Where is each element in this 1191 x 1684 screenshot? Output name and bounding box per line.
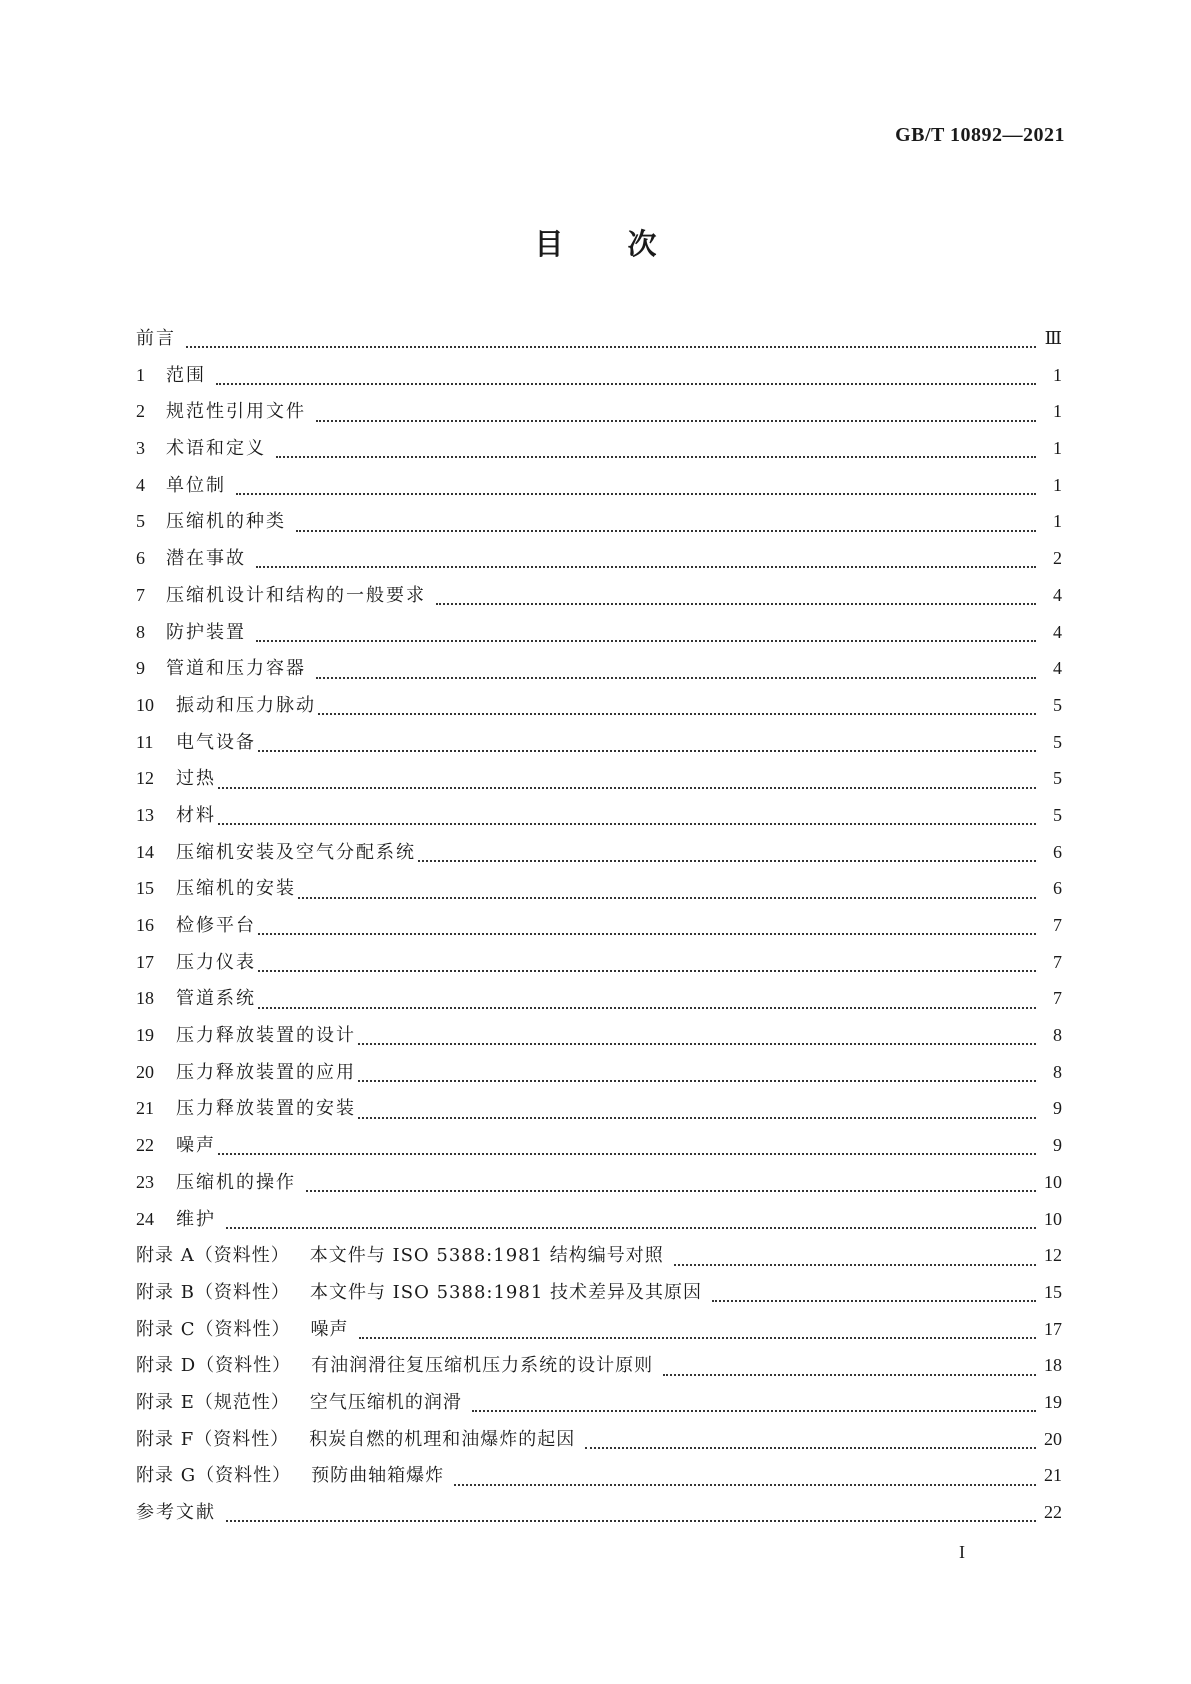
appendix-label: 附录 B（资料性） — [136, 1281, 290, 1303]
toc-entry-8[interactable] — [136, 618, 1062, 655]
dot-leader — [663, 1366, 1036, 1376]
dot-leader — [226, 1219, 1036, 1229]
toc-entry-14[interactable] — [136, 838, 1062, 875]
toc-entry-title: 压力释放装置的应用 — [176, 1061, 356, 1083]
toc-entry-number: 9 — [136, 658, 145, 679]
toc-entry-page: 8 — [1053, 1025, 1062, 1046]
dot-leader — [472, 1402, 1036, 1412]
toc-entry-title: 压缩机安装及空气分配系统 — [176, 841, 416, 863]
dot-leader — [296, 522, 1036, 532]
dot-leader — [436, 595, 1036, 605]
toc-entry-number: 12 — [136, 768, 154, 789]
toc-entry-page: 4 — [1053, 621, 1062, 642]
toc-heading — [0, 226, 1191, 262]
toc-entry-references[interactable] — [136, 1498, 1062, 1535]
toc-entry-page: 20 — [1044, 1428, 1062, 1449]
toc-entry-title: 压缩机的操作 — [176, 1171, 296, 1193]
toc-entry-title: 有油润滑往复压缩机压力系统的设计原则 — [311, 1355, 654, 1377]
toc-entry-page: 22 — [1044, 1502, 1062, 1522]
toc-entry-6[interactable] — [136, 544, 1062, 581]
toc-entry-title: 压缩机设计和结构的一般要求 — [166, 584, 426, 606]
dot-leader — [218, 779, 1036, 789]
toc-entry-title: 本文件与 ISO 5388:1981 结构编号对照 — [309, 1245, 664, 1267]
toc-entry-page: 15 — [1044, 1281, 1062, 1302]
toc-entry-22[interactable] — [136, 1131, 1062, 1168]
dot-leader — [258, 962, 1036, 972]
toc-entry-page: 10 — [1044, 1171, 1062, 1192]
toc-entry-title: 单位制 — [166, 474, 226, 496]
toc-entry-7[interactable] — [136, 581, 1062, 618]
toc-heading-second: 次 — [627, 227, 657, 261]
toc-entry-1[interactable] — [136, 361, 1062, 398]
table-of-contents — [136, 324, 1062, 1535]
toc-entry-title: 本文件与 ISO 5388:1981 技术差异及其原因 — [309, 1281, 702, 1303]
toc-entry-number: 18 — [136, 988, 154, 1009]
toc-entry-page: 8 — [1053, 1061, 1062, 1082]
toc-entry-title: 术语和定义 — [166, 438, 266, 460]
dot-leader — [358, 1109, 1036, 1119]
toc-entry-title: 材料 — [176, 804, 216, 826]
toc-entry-page: 5 — [1053, 804, 1062, 825]
page-number: I — [959, 1542, 965, 1562]
toc-entry-number: 6 — [136, 548, 145, 569]
toc-entry-page: 4 — [1053, 584, 1062, 605]
toc-entry-appendix-a[interactable] — [136, 1241, 1062, 1278]
dot-leader — [298, 889, 1036, 899]
toc-entry-title: 噪声 — [176, 1135, 216, 1157]
dot-leader — [258, 742, 1036, 752]
toc-entry-page: 2 — [1053, 548, 1062, 569]
toc-entry-title: 预防曲轴箱爆炸 — [311, 1465, 445, 1487]
toc-entry-page: 4 — [1053, 658, 1062, 679]
toc-entry-title: 防护装置 — [166, 621, 246, 643]
toc-entry-title: 电气设备 — [176, 731, 256, 753]
toc-entry-appendix-c[interactable] — [136, 1315, 1062, 1352]
toc-entry-19[interactable] — [136, 1021, 1062, 1058]
toc-entry-number: 20 — [136, 1061, 154, 1082]
toc-entry-9[interactable] — [136, 654, 1062, 691]
toc-entry-page: 17 — [1044, 1318, 1062, 1339]
toc-entry-12[interactable] — [136, 764, 1062, 801]
toc-entry-13[interactable] — [136, 801, 1062, 838]
toc-entry-number: 21 — [136, 1098, 154, 1119]
dot-leader — [454, 1476, 1036, 1486]
toc-entry-number: 23 — [136, 1171, 154, 1192]
toc-entry-page: 21 — [1044, 1465, 1062, 1486]
toc-entry-number: 22 — [136, 1135, 154, 1156]
dot-leader — [306, 1182, 1036, 1192]
toc-entry-number: 19 — [136, 1025, 154, 1046]
appendix-label: 附录 A（资料性） — [136, 1245, 290, 1267]
toc-entry-3[interactable] — [136, 434, 1062, 471]
toc-entry-number: 24 — [136, 1208, 154, 1229]
dot-leader — [256, 558, 1036, 568]
toc-entry-15[interactable] — [136, 874, 1062, 911]
toc-entry-23[interactable] — [136, 1168, 1062, 1205]
toc-entry-title: 规范性引用文件 — [166, 401, 306, 423]
toc-entry-number: 1 — [136, 364, 145, 385]
toc-entry-title: 管道系统 — [176, 988, 256, 1010]
toc-entry-title: 空气压缩机的润滑 — [309, 1391, 462, 1413]
toc-heading-first: 目 — [534, 227, 564, 261]
toc-entry-title: 压力释放装置的设计 — [176, 1025, 356, 1047]
toc-entry-appendix-f[interactable] — [136, 1425, 1062, 1462]
toc-entry-title: 压缩机的种类 — [166, 511, 286, 533]
dot-leader — [256, 632, 1036, 642]
dot-leader — [218, 1145, 1036, 1155]
toc-entry-17[interactable] — [136, 948, 1062, 985]
toc-entry-page: 5 — [1053, 694, 1062, 715]
dot-leader — [316, 412, 1036, 422]
toc-entry-page: 1 — [1053, 401, 1062, 422]
toc-entry-20[interactable] — [136, 1058, 1062, 1095]
toc-entry-page: 1 — [1053, 474, 1062, 495]
toc-entry-number: 14 — [136, 841, 154, 862]
standard-number: GB/T 10892—2021 — [895, 124, 1065, 146]
toc-entry-title: 前言 — [136, 328, 176, 349]
toc-entry-24[interactable] — [136, 1205, 1062, 1242]
dot-leader — [218, 815, 1036, 825]
toc-entry-title: 潜在事故 — [166, 548, 246, 570]
dot-leader — [358, 1072, 1036, 1082]
dot-leader — [318, 705, 1036, 715]
toc-entry-10[interactable] — [136, 691, 1062, 728]
dot-leader — [418, 852, 1036, 862]
toc-entry-21[interactable] — [136, 1094, 1062, 1131]
toc-entry-page: 5 — [1053, 768, 1062, 789]
toc-entry-appendix-d[interactable] — [136, 1351, 1062, 1388]
toc-entry-page: 1 — [1053, 511, 1062, 532]
toc-entry-page: 9 — [1053, 1135, 1062, 1156]
toc-entry-title: 压力仪表 — [176, 951, 256, 973]
toc-entry-page: 19 — [1044, 1391, 1062, 1412]
dot-leader — [258, 999, 1036, 1009]
toc-entry-page: 1 — [1053, 438, 1062, 459]
toc-entry-appendix-e[interactable] — [136, 1388, 1062, 1425]
toc-entry-2[interactable] — [136, 397, 1062, 434]
dot-leader — [216, 375, 1036, 385]
dot-leader — [674, 1256, 1036, 1266]
toc-entry-18[interactable] — [136, 984, 1062, 1021]
toc-entry-title: 维护 — [176, 1208, 216, 1230]
toc-entry-title: 过热 — [176, 768, 216, 790]
toc-entry-4[interactable] — [136, 471, 1062, 508]
toc-entry-title: 积炭自燃的机理和油爆炸的起因 — [309, 1428, 576, 1450]
toc-entry-page: 7 — [1053, 988, 1062, 1009]
toc-entry-title: 振动和压力脉动 — [176, 694, 316, 716]
dot-leader — [258, 925, 1036, 935]
appendix-label: 附录 F（资料性） — [136, 1428, 290, 1450]
dot-leader — [585, 1439, 1036, 1449]
toc-entry-title: 范围 — [166, 364, 206, 386]
toc-entry-title: 压缩机的安装 — [176, 878, 296, 900]
toc-entry-foreword[interactable] — [136, 324, 1062, 361]
toc-entry-16[interactable] — [136, 911, 1062, 948]
toc-entry-number: 17 — [136, 951, 154, 972]
toc-entry-page: 1 — [1053, 364, 1062, 385]
toc-entry-title: 管道和压力容器 — [166, 658, 306, 680]
toc-entry-page: 12 — [1044, 1245, 1062, 1266]
dot-leader — [712, 1292, 1036, 1302]
dot-leader — [236, 485, 1036, 495]
toc-entry-appendix-b[interactable] — [136, 1278, 1062, 1315]
toc-entry-page: 7 — [1053, 951, 1062, 972]
dot-leader — [226, 1512, 1036, 1522]
toc-entry-page: 6 — [1053, 841, 1062, 862]
dot-leader — [186, 338, 1036, 348]
dot-leader — [359, 1329, 1037, 1339]
toc-entry-appendix-g[interactable] — [136, 1461, 1062, 1498]
toc-entry-page: 5 — [1053, 731, 1062, 752]
toc-entry-page: 7 — [1053, 915, 1062, 935]
toc-entry-number: 15 — [136, 878, 154, 899]
toc-entry-number: 7 — [136, 584, 145, 605]
toc-entry-5[interactable] — [136, 507, 1062, 544]
appendix-label: 附录 C（资料性） — [136, 1318, 291, 1340]
toc-entry-page: 6 — [1053, 878, 1062, 899]
toc-entry-title: 参考文献 — [136, 1502, 216, 1523]
toc-entry-page: 18 — [1044, 1355, 1062, 1376]
toc-entry-title: 压力释放装置的安装 — [176, 1098, 356, 1120]
appendix-label: 附录 D（资料性） — [136, 1355, 292, 1377]
toc-entry-page: 10 — [1044, 1208, 1062, 1229]
appendix-label: 附录 E（规范性） — [136, 1391, 290, 1413]
toc-entry-number: 2 — [136, 401, 145, 422]
toc-entry-title: 噪声 — [310, 1318, 349, 1340]
toc-entry-number: 4 — [136, 474, 145, 495]
dot-leader — [316, 669, 1036, 679]
toc-entry-page: Ⅲ — [1044, 328, 1062, 348]
toc-entry-11[interactable] — [136, 728, 1062, 765]
toc-entry-page: 9 — [1053, 1098, 1062, 1119]
toc-entry-number: 5 — [136, 511, 145, 532]
toc-entry-number: 11 — [136, 731, 154, 752]
toc-entry-title: 检修平台 — [176, 915, 256, 936]
toc-entry-number: 13 — [136, 804, 154, 825]
dot-leader — [276, 448, 1036, 458]
toc-entry-number: 3 — [136, 438, 145, 459]
toc-entry-number: 16 — [136, 915, 154, 935]
appendix-label: 附录 G（资料性） — [136, 1465, 292, 1487]
toc-entry-number: 8 — [136, 621, 145, 642]
dot-leader — [358, 1035, 1036, 1045]
toc-entry-number: 10 — [136, 694, 154, 715]
